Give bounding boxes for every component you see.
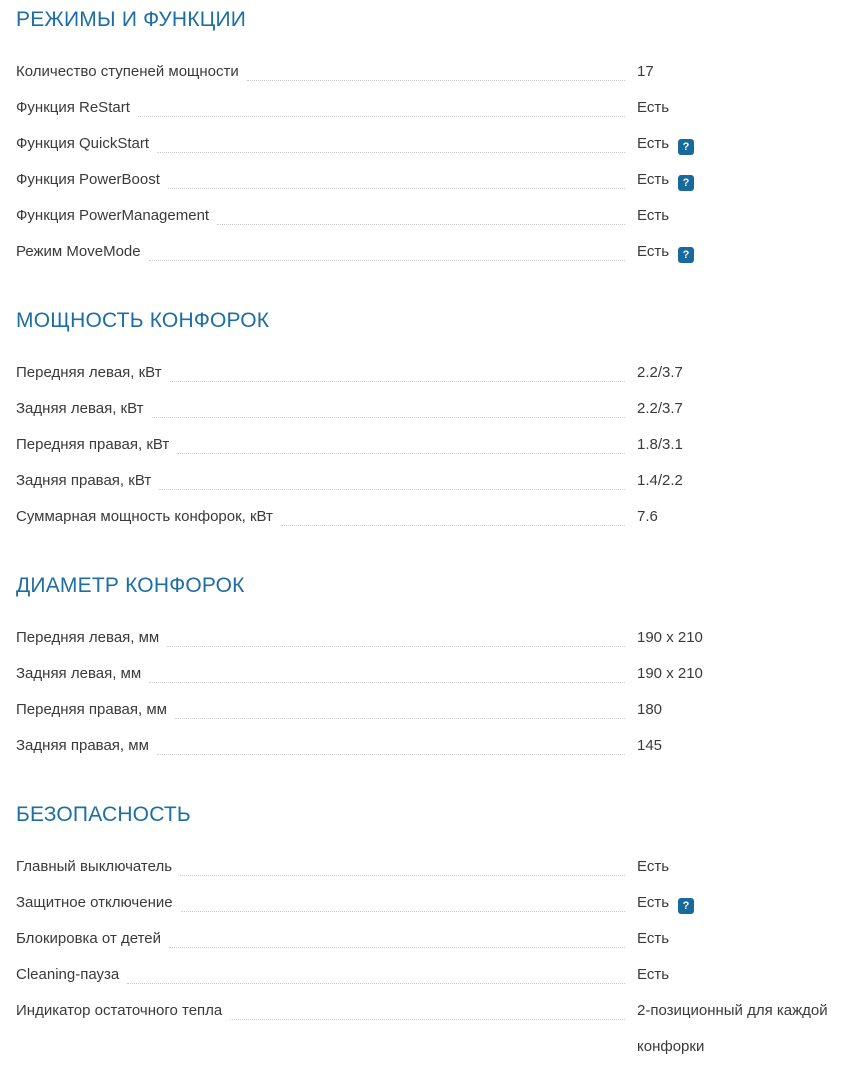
spec-value <box>637 463 842 499</box>
section-title: БЕЗОПАСНОСТЬ <box>16 803 191 826</box>
spec-section <box>16 6 842 270</box>
spec-label: Задняя левая, кВт <box>16 400 144 417</box>
spec-row <box>16 921 842 957</box>
spec-value <box>637 234 842 270</box>
dotted-leader <box>217 198 625 225</box>
dotted-leader <box>177 427 625 454</box>
spec-row <box>16 391 842 427</box>
spec-row <box>16 957 842 993</box>
dotted-leader <box>181 885 625 912</box>
spec-value <box>637 427 842 463</box>
spec-label: Задняя правая, мм <box>16 737 149 754</box>
spec-value-text: Есть <box>637 930 670 947</box>
dotted-leader <box>138 90 625 117</box>
dotted-leader <box>159 463 625 490</box>
dotted-leader <box>167 620 625 647</box>
spec-row <box>16 620 842 656</box>
spec-section <box>16 572 842 764</box>
spec-value <box>637 162 842 198</box>
section-title: МОЩНОСТЬ КОНФОРОК <box>16 309 270 332</box>
spec-value-text: 2-позиционный для каждой конфорки <box>637 1002 828 1055</box>
spec-value <box>637 126 842 162</box>
spec-value <box>637 620 842 656</box>
spec-value-text: Есть <box>637 243 670 260</box>
spec-value <box>637 355 842 391</box>
section-title: РЕЖИМЫ И ФУНКЦИИ <box>16 8 247 31</box>
spec-value-text: 190 x 210 <box>637 629 703 646</box>
spec-row <box>16 849 842 885</box>
spec-row <box>16 499 842 535</box>
spec-section <box>16 307 842 535</box>
dotted-leader <box>149 656 625 683</box>
spec-value <box>637 885 842 921</box>
dotted-leader <box>169 921 625 948</box>
spec-value <box>637 692 842 728</box>
spec-value <box>637 957 842 993</box>
spec-row <box>16 993 842 1065</box>
spec-value <box>637 391 842 427</box>
spec-value <box>637 656 842 692</box>
spec-label: Передняя левая, мм <box>16 629 160 646</box>
section-rows <box>16 620 842 764</box>
spec-value-text: 180 <box>637 701 663 718</box>
dotted-leader <box>157 126 625 153</box>
dotted-leader <box>152 391 626 418</box>
spec-value-text: Есть <box>637 894 670 911</box>
dotted-leader <box>170 355 625 382</box>
spec-row <box>16 162 842 198</box>
dotted-leader <box>168 162 625 189</box>
spec-label: Задняя правая, кВт <box>16 472 152 489</box>
spec-value-text: Есть <box>637 135 670 152</box>
spec-label: Блокировка от детей <box>16 930 162 947</box>
spec-value-text: 145 <box>637 737 663 754</box>
help-icon[interactable]: ? <box>678 898 694 914</box>
spec-value <box>637 90 842 126</box>
section-rows <box>16 355 842 535</box>
help-icon[interactable]: ? <box>678 247 694 263</box>
dotted-leader <box>247 54 625 81</box>
dotted-leader <box>180 849 625 876</box>
spec-row <box>16 234 842 270</box>
dotted-leader <box>149 234 625 261</box>
spec-label: Функция QuickStart <box>16 135 150 152</box>
spec-label: Режим MoveMode <box>16 243 141 260</box>
spec-label: Функция ReStart <box>16 99 130 116</box>
spec-value <box>637 499 842 535</box>
spec-value-text: 2.2/3.7 <box>637 364 683 381</box>
spec-row <box>16 427 842 463</box>
spec-section <box>16 801 842 1065</box>
spec-label: Передняя правая, кВт <box>16 436 170 453</box>
spec-value-text: 7.6 <box>637 508 658 525</box>
spec-value <box>637 849 842 885</box>
section-rows <box>16 54 842 270</box>
spec-label: Передняя левая, кВт <box>16 364 162 381</box>
spec-row <box>16 885 842 921</box>
help-icon[interactable]: ? <box>678 139 694 155</box>
spec-row <box>16 54 842 90</box>
spec-label: Индикатор остаточного тепла <box>16 1002 223 1019</box>
spec-label: Суммарная мощность конфорок, кВт <box>16 508 273 525</box>
spec-label: Передняя правая, мм <box>16 701 167 718</box>
spec-value-text: Есть <box>637 171 670 188</box>
spec-label: Защитное отключение <box>16 894 173 911</box>
spec-value-text: 17 <box>637 63 654 80</box>
spec-row <box>16 126 842 162</box>
spec-row <box>16 355 842 391</box>
spec-row <box>16 90 842 126</box>
spec-value <box>637 921 842 957</box>
spec-label: Функция PowerManagement <box>16 207 210 224</box>
spec-value-text: Есть <box>637 858 670 875</box>
spec-value-text: 1.8/3.1 <box>637 436 683 453</box>
dotted-leader <box>127 957 625 984</box>
section-title: ДИАМЕТР КОНФОРОК <box>16 574 245 597</box>
spec-label: Функция PowerBoost <box>16 171 160 188</box>
section-rows <box>16 849 842 1065</box>
dotted-leader <box>230 993 625 1020</box>
help-icon[interactable]: ? <box>678 175 694 191</box>
spec-value-text: Есть <box>637 966 670 983</box>
dotted-leader <box>281 499 625 526</box>
spec-label: Задняя левая, мм <box>16 665 142 682</box>
spec-row <box>16 728 842 764</box>
dotted-leader <box>175 692 625 719</box>
spec-label: Cleaning-пауза <box>16 966 120 983</box>
spec-label: Главный выключатель <box>16 858 173 875</box>
spec-value-text: Есть <box>637 207 670 224</box>
spec-value <box>637 198 842 234</box>
spec-value-text: 1.4/2.2 <box>637 472 683 489</box>
spec-row <box>16 463 842 499</box>
spec-value-text: Есть <box>637 99 670 116</box>
spec-value-text: 190 x 210 <box>637 665 703 682</box>
spec-row <box>16 198 842 234</box>
spec-label: Количество ступеней мощности <box>16 63 239 80</box>
spec-row <box>16 692 842 728</box>
spec-value <box>637 54 842 90</box>
spec-value <box>637 728 842 764</box>
spec-value-text: 2.2/3.7 <box>637 400 683 417</box>
spec-value <box>637 993 842 1065</box>
dotted-leader <box>157 728 625 755</box>
spec-row <box>16 656 842 692</box>
